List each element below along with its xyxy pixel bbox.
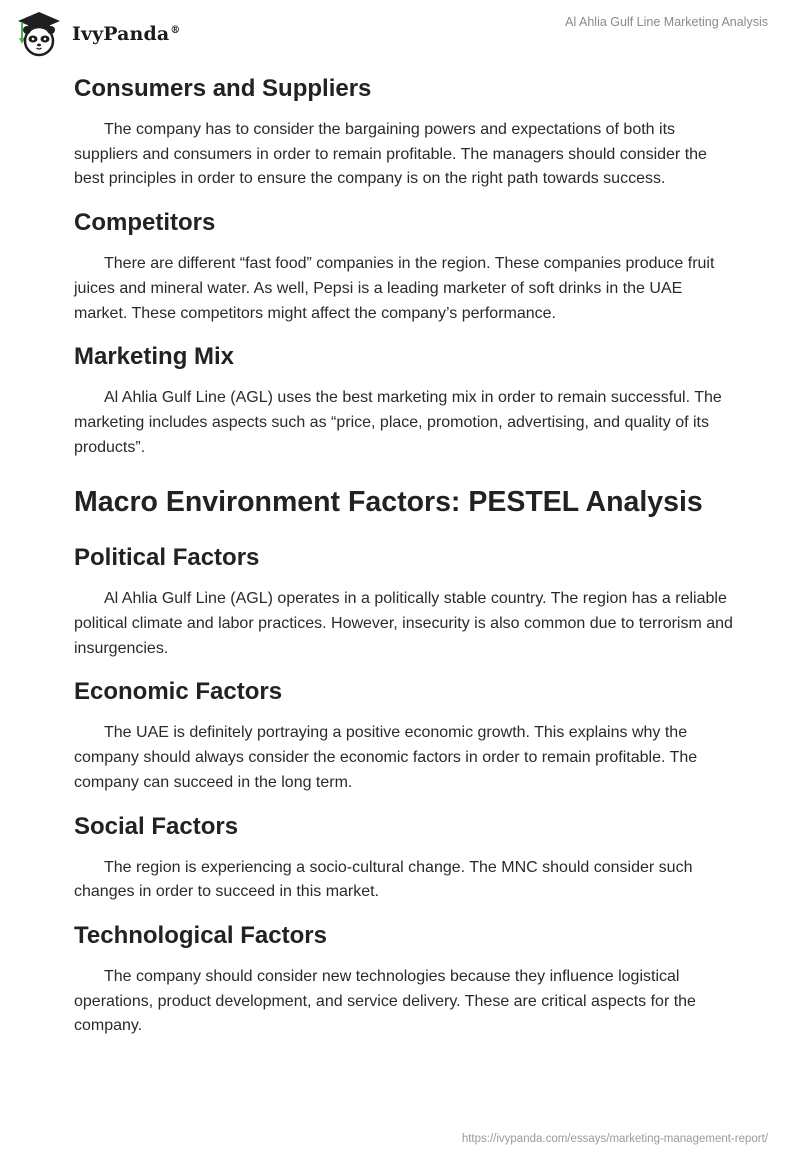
heading-economic-factors: Economic Factors (74, 678, 283, 706)
heading-pestel-analysis: Macro Environment Factors: PESTEL Analysis (74, 486, 703, 519)
document-title: Al Ahlia Gulf Line Marketing Analysis (565, 15, 768, 29)
heading-technological-factors: Technological Factors (74, 921, 327, 949)
heading-political-factors: Political Factors (74, 544, 260, 572)
page-header (0, 0, 800, 60)
panda-graduate-icon (14, 8, 64, 58)
heading-consumers-suppliers: Consumers and Suppliers (74, 75, 372, 102)
paragraph-technological-factors: The company should consider new technologies because they influence logistical operations, product development, and service delivery. These are critical aspects for the company. (74, 967, 696, 1035)
paragraph-consumers-suppliers: The company has to consider the bargaining powers and expectations of both its suppliers and consumers in order to remain profitable. The managers should consider the best principles in order to ensure the company is on the right path towards success. (74, 121, 707, 188)
paragraph-marketing-mix: Al Ahlia Gulf Line (AGL) uses the best marketing mix in order to remain successful. The marketing includes aspects such as “price, place, promotion, advertising, and quality of its products”. (74, 389, 722, 456)
heading-marketing-mix: Marketing Mix (74, 343, 235, 371)
heading-competitors: Competitors (74, 209, 216, 237)
paragraph-economic-factors: The UAE is definitely portraying a positive economic growth. This explains why the company should always consider the economic factors in order to remain profitable. The company can succeed in the long term. (74, 724, 698, 791)
essay-content (74, 72, 734, 1039)
logo-wordmark: IvyPanda® (72, 23, 181, 45)
paragraph-social-factors: The region is experiencing a socio-cultural change. The MNC should consider such changes in order to succeed in this market. (74, 858, 693, 901)
ivypanda-logo[interactable] (14, 8, 180, 58)
heading-social-factors: Social Factors (74, 812, 239, 840)
source-url-link[interactable]: https://ivypanda.com/essays/marketing-management-report/ (461, 1133, 768, 1145)
paragraph-political-factors: Al Ahlia Gulf Line (AGL) operates in a politically stable country. The region has a reliable political climate and labor practices. However, insecurity is also common due to terrorism and insurgencies. (74, 590, 733, 657)
paragraph-competitors: There are different “fast food” companies in the region. These companies produce fruit juices and mineral water. As well, Pepsi is a leading marketer of soft drinks in the UAE market. These competitors might affect the company’s performance. (74, 255, 715, 322)
